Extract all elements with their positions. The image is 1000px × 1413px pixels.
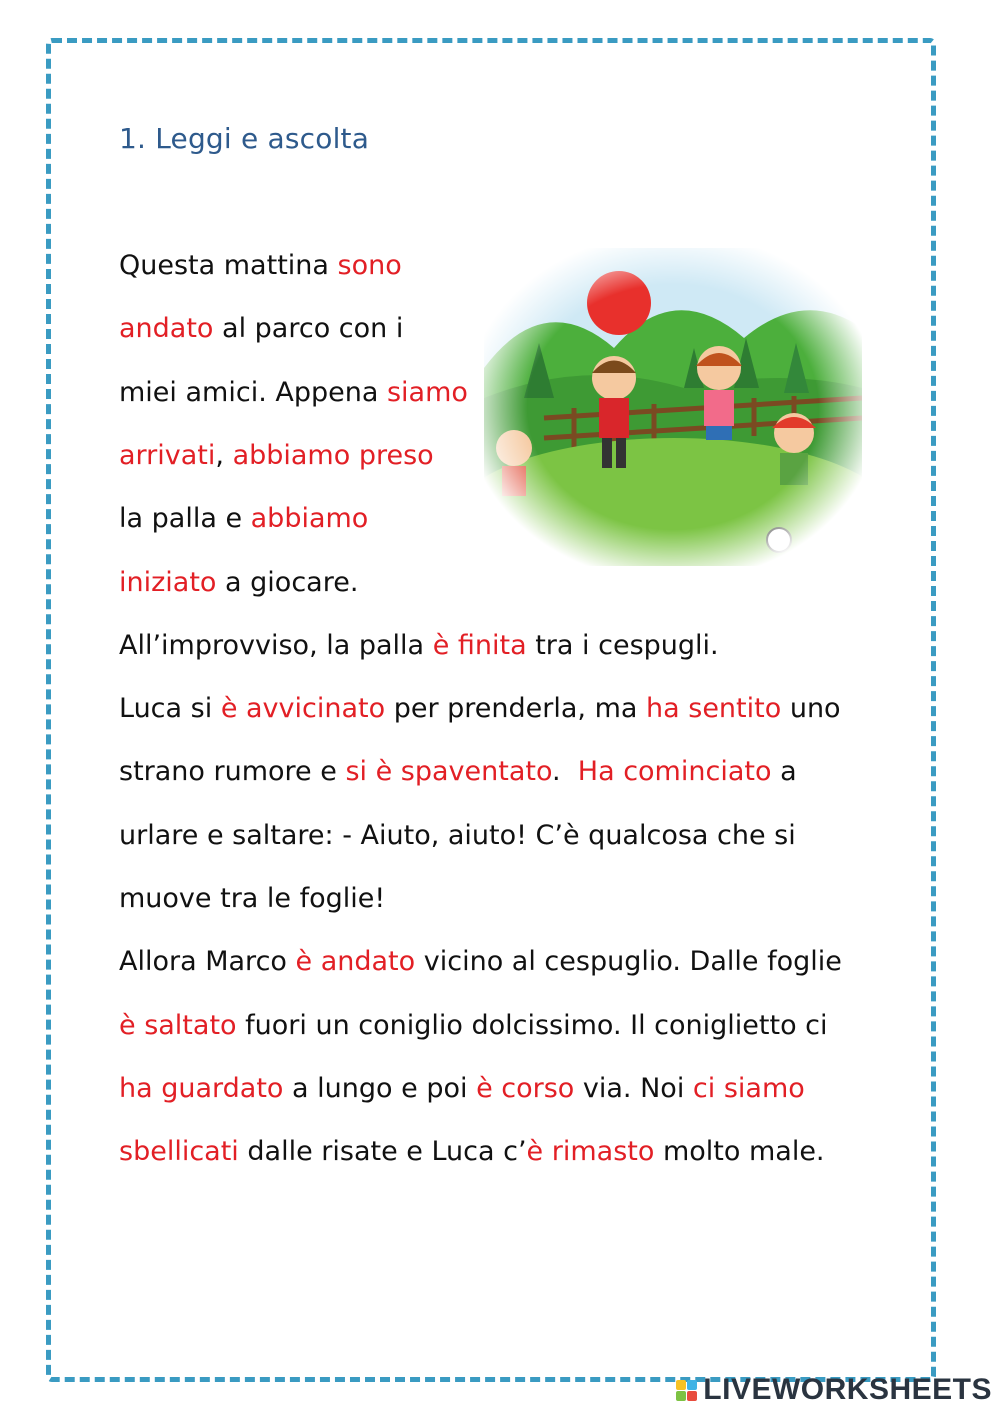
story-text-segment: a lungo e poi — [283, 1072, 477, 1104]
story-line — [119, 693, 841, 724]
highlighted-verb: iniziato — [119, 566, 217, 598]
story-text-segment: uno — [781, 693, 841, 725]
story-text-segment: miei amici. Appena — [119, 376, 387, 408]
highlighted-verb: è finita — [432, 629, 527, 661]
story-text-segment: Questa mattina — [119, 250, 338, 281]
story-line — [119, 883, 385, 914]
story-text-segment: urlare e saltare: - Aiuto, aiuto! C’è qualcosa che si — [119, 819, 796, 851]
story-line — [119, 503, 368, 534]
footer-brand — [676, 1373, 992, 1407]
highlighted-verb: è saltato — [119, 1009, 237, 1041]
story-text-segment: al parco con i — [213, 313, 404, 345]
highlighted-verb: è avvicinato — [220, 693, 386, 725]
story-line — [119, 1136, 825, 1167]
story-line — [119, 250, 402, 281]
story-line — [119, 440, 434, 471]
story-text-segment: muove tra le foglie! — [119, 883, 386, 914]
story-text-segment: a giocare. — [216, 566, 359, 598]
highlighted-verb: è rimasto — [526, 1136, 655, 1168]
story-line — [119, 567, 358, 598]
story-text-segment: via. Noi — [574, 1072, 693, 1104]
highlighted-verb: arrivati — [119, 439, 216, 471]
highlighted-verb: è andato — [295, 946, 416, 978]
story-text-segment: a — [771, 756, 797, 788]
story-text-segment: Luca si — [119, 693, 221, 725]
highlighted-verb: ci siamo — [692, 1072, 805, 1104]
story-text-segment: per prenderla, ma — [385, 693, 647, 725]
highlighted-verb: ha guardato — [119, 1072, 284, 1104]
story-text-segment: All’improvviso, la palla — [119, 629, 433, 661]
story-text-segment: tra i cespugli. — [526, 629, 719, 661]
story-line — [119, 1010, 828, 1041]
highlighted-verb: è corso — [476, 1072, 575, 1104]
story-line — [119, 820, 796, 851]
story-text-segment: . — [552, 756, 578, 788]
story-text-segment: dalle risate e Luca c’ — [238, 1136, 527, 1168]
children-playing-in-park-image — [484, 248, 862, 566]
story-line — [119, 1073, 805, 1104]
highlighted-verb: ha sentito — [646, 693, 782, 725]
highlighted-verb: Ha cominciato — [577, 756, 772, 788]
story-line — [119, 313, 403, 344]
highlighted-verb: sbellicati — [119, 1136, 239, 1168]
highlighted-verb: abbiamo preso — [232, 439, 434, 471]
brand-name: LIVEWORKSHEETS — [703, 1373, 992, 1406]
exercise-heading: 1. Leggi e ascolta — [119, 122, 370, 155]
story-text-segment: , — [215, 439, 233, 471]
story-text-segment: Allora Marco — [119, 946, 296, 978]
story-text-segment: la palla e — [119, 503, 251, 535]
story-text-segment: molto male. — [654, 1136, 825, 1168]
liveworksheets-logo-icon — [676, 1380, 697, 1401]
story-line — [119, 756, 797, 787]
highlighted-verb: andato — [119, 313, 214, 345]
story-line — [119, 630, 719, 661]
story-line — [119, 946, 842, 977]
story-text-segment: vicino al cespuglio. Dalle foglie — [415, 946, 842, 978]
story-text-segment: strano rumore e — [119, 756, 346, 788]
story-line — [119, 377, 468, 408]
highlighted-verb: siamo — [386, 376, 468, 408]
highlighted-verb: si è spaventato — [345, 756, 553, 788]
highlighted-verb: abbiamo — [250, 503, 369, 535]
highlighted-verb: sono — [337, 250, 402, 281]
story-text-segment: fuori un coniglio dolcissimo. Il coniglietto ci — [236, 1009, 828, 1041]
